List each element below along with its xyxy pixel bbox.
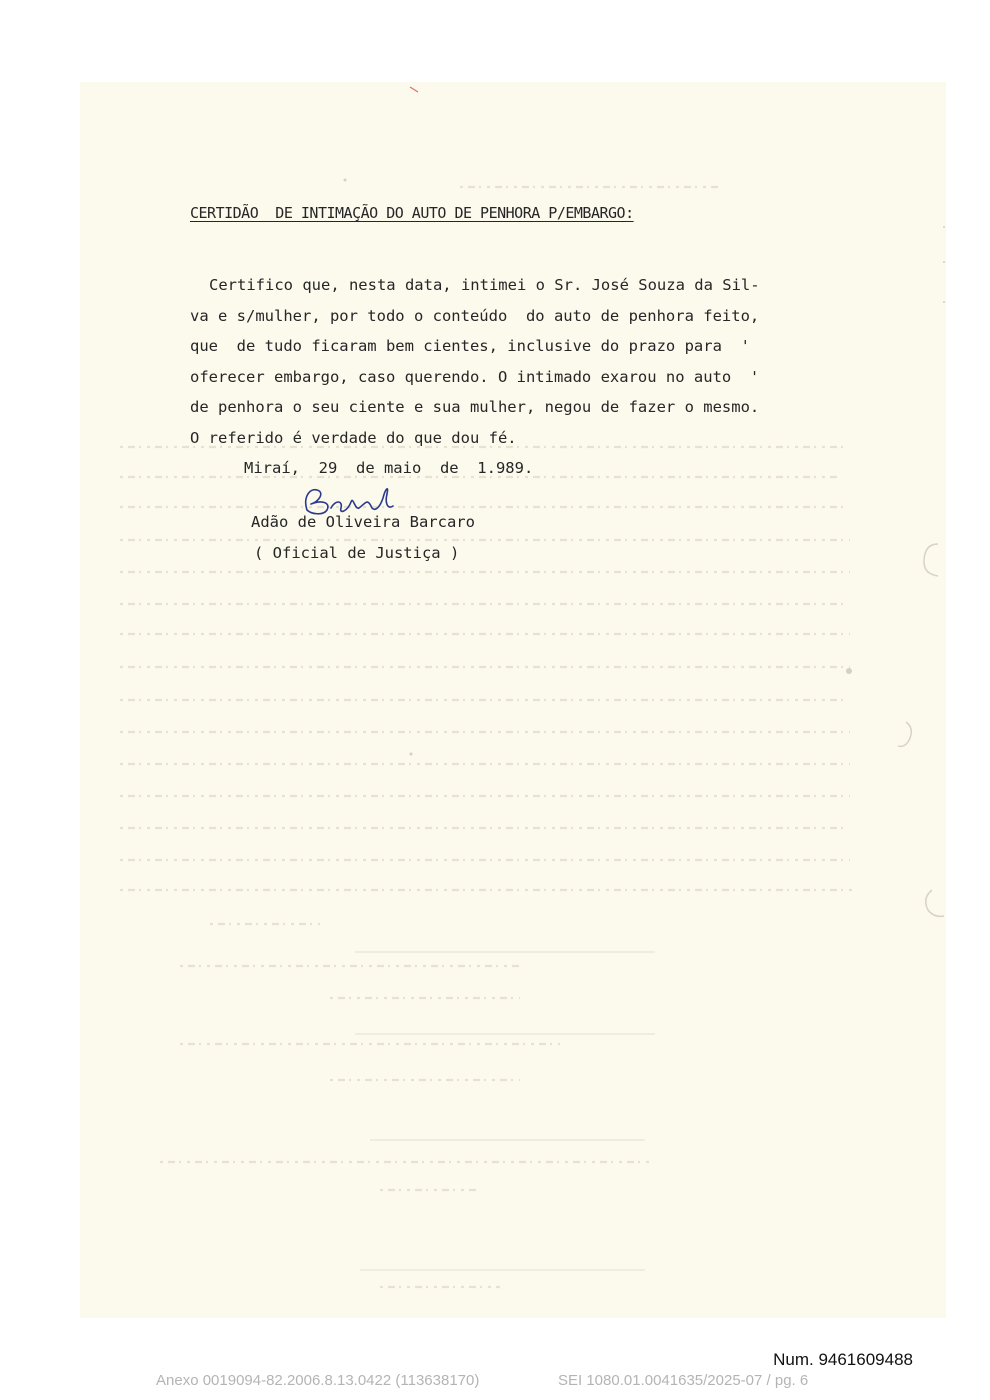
bleed-through-texture [80, 82, 946, 1318]
certificate-body [190, 270, 950, 484]
body-line: va e s/mulher, por todo o conteúdo do auto de penhora feito, [190, 306, 760, 325]
document-title: CERTIDÃO DE INTIMAÇÃO DO AUTO DE PENHORA P/EMBARGO: [190, 204, 634, 222]
annex-reference: Anexo 0019094-82.2006.8.13.0422 (113638170) [156, 1372, 480, 1389]
signer-name: Adão de Oliveira Barcaro [251, 513, 475, 531]
sei-page-reference: SEI 1080.01.0041635/2025-07 / pg. 6 [558, 1372, 809, 1389]
place-date-line: Miraí, 29 de maio de 1.989. [244, 459, 534, 477]
scanned-paper-sheet [80, 82, 946, 1318]
body-line: de penhora o seu ciente e sua mulher, negou de fazer o mesmo. [190, 398, 760, 416]
document-number: Num. 9461609488 [773, 1350, 913, 1369]
body-line: oferecer embargo, caso querendo. O intimado exarou no auto ' [190, 367, 760, 386]
body-line: que de tudo ficaram bem cientes, inclusive do prazo para ' [190, 337, 750, 355]
body-line: O referido é verdade do que dou fé. [190, 428, 517, 447]
signer-role: ( Oficial de Justiça ) [254, 544, 460, 562]
body-line: Certifico que, nesta data, intimei o Sr. José Souza da Sil- [209, 276, 760, 294]
